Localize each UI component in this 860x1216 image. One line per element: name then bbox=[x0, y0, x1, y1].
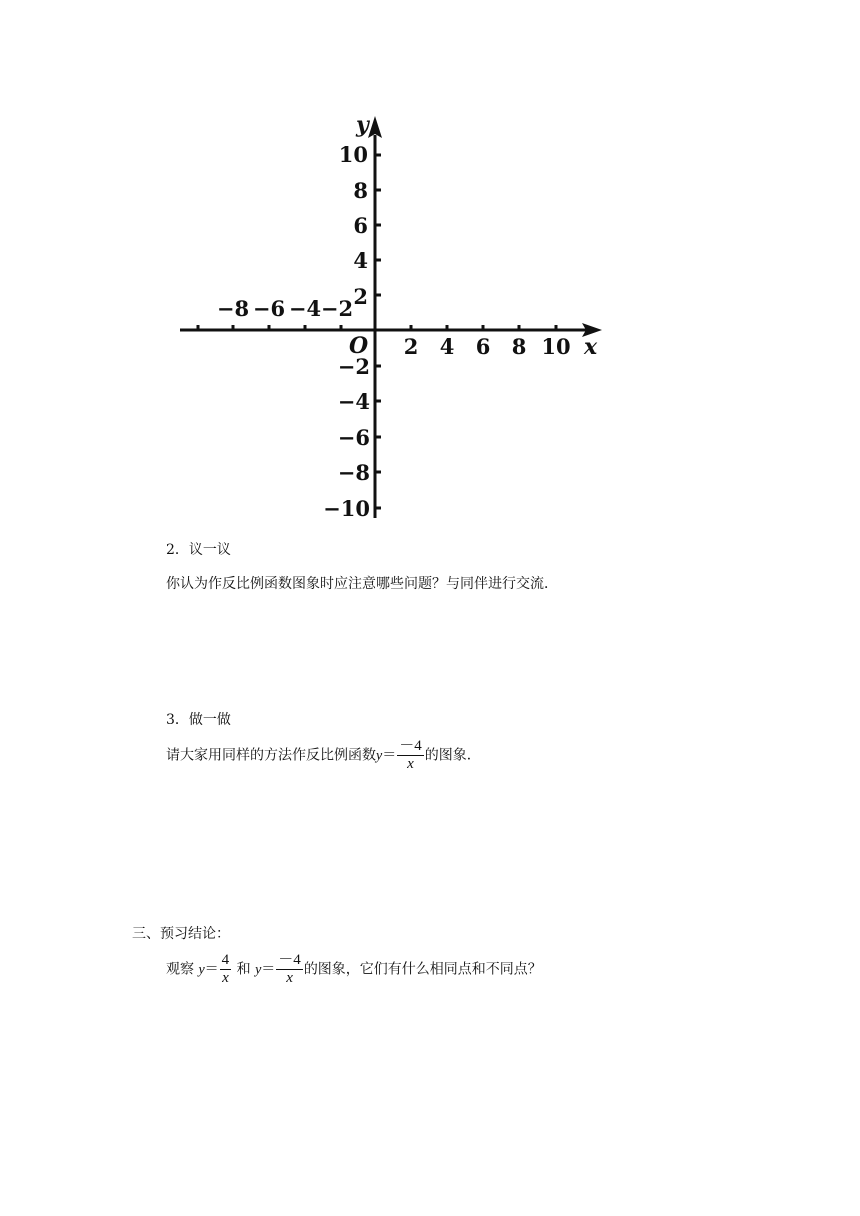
y-tick-label: −2 bbox=[337, 354, 370, 379]
conclusion-and: 和 bbox=[236, 961, 251, 978]
fraction-numerator: －4 bbox=[278, 952, 301, 968]
y-tick-label: −10 bbox=[323, 496, 370, 521]
y-tick-label: 10 bbox=[338, 142, 368, 167]
fraction-numerator: －4 bbox=[399, 738, 422, 754]
fraction-denominator: x bbox=[222, 970, 229, 986]
x-tick-label: −6 bbox=[252, 296, 286, 321]
section-3-text-end: 的图象． bbox=[424, 747, 481, 764]
x-tick-label: −4 bbox=[288, 296, 322, 321]
section-3-text: 请大家用同样的方法作反比例函数 bbox=[166, 747, 376, 764]
coordinate-axes bbox=[0, 0, 860, 540]
x-tick-label: 8 bbox=[511, 334, 527, 359]
equals-sign: ＝ bbox=[204, 961, 219, 978]
section-2-heading: 2．议一议 bbox=[166, 542, 231, 558]
function-variable: y bbox=[255, 962, 262, 978]
x-tick-label: 6 bbox=[475, 334, 491, 359]
y-tick-label: −6 bbox=[337, 425, 370, 450]
section-3-heading: 3．做一做 bbox=[166, 712, 231, 728]
section-3-body bbox=[166, 738, 481, 773]
x-axis-label: x bbox=[584, 334, 598, 360]
equals-sign: ＝ bbox=[261, 961, 276, 978]
y-tick-label: 6 bbox=[353, 213, 368, 238]
origin-label: O bbox=[349, 333, 369, 359]
y-tick-label: −8 bbox=[337, 460, 370, 485]
fraction-4-over-x bbox=[220, 952, 232, 987]
function-variable: y bbox=[198, 962, 205, 978]
x-tick-label: 2 bbox=[403, 334, 419, 359]
function-variable: y bbox=[376, 748, 383, 764]
conclusion-question: 的图象，它们有什么相同点和不同点？ bbox=[303, 961, 542, 978]
x-tick-label: −2 bbox=[320, 296, 354, 321]
fraction-neg4-over-x bbox=[276, 952, 303, 987]
x-tick-label: −8 bbox=[216, 296, 250, 321]
y-tick-label: 8 bbox=[353, 178, 368, 203]
fraction-denominator: x bbox=[286, 970, 293, 986]
equals-sign: ＝ bbox=[382, 747, 397, 764]
y-axis-label: y bbox=[356, 112, 369, 138]
conclusion-body bbox=[166, 952, 542, 987]
conclusion-heading: 三、预习结论： bbox=[132, 926, 230, 942]
fraction-denominator: x bbox=[407, 756, 414, 772]
fraction-neg4-over-x bbox=[397, 738, 424, 773]
y-axis-arrow-icon bbox=[368, 116, 382, 138]
y-tick-label: −4 bbox=[337, 389, 370, 414]
x-tick-label: 10 bbox=[541, 334, 571, 359]
fraction-numerator: 4 bbox=[221, 952, 230, 968]
y-tick-label: 4 bbox=[353, 248, 368, 273]
conclusion-lead: 观察 bbox=[166, 961, 194, 978]
section-2-body: 你认为作反比例函数图象时应注意哪些问题？与同伴进行交流． bbox=[166, 576, 558, 592]
y-tick-label: 2 bbox=[353, 284, 368, 309]
x-tick-label: 4 bbox=[439, 334, 455, 359]
